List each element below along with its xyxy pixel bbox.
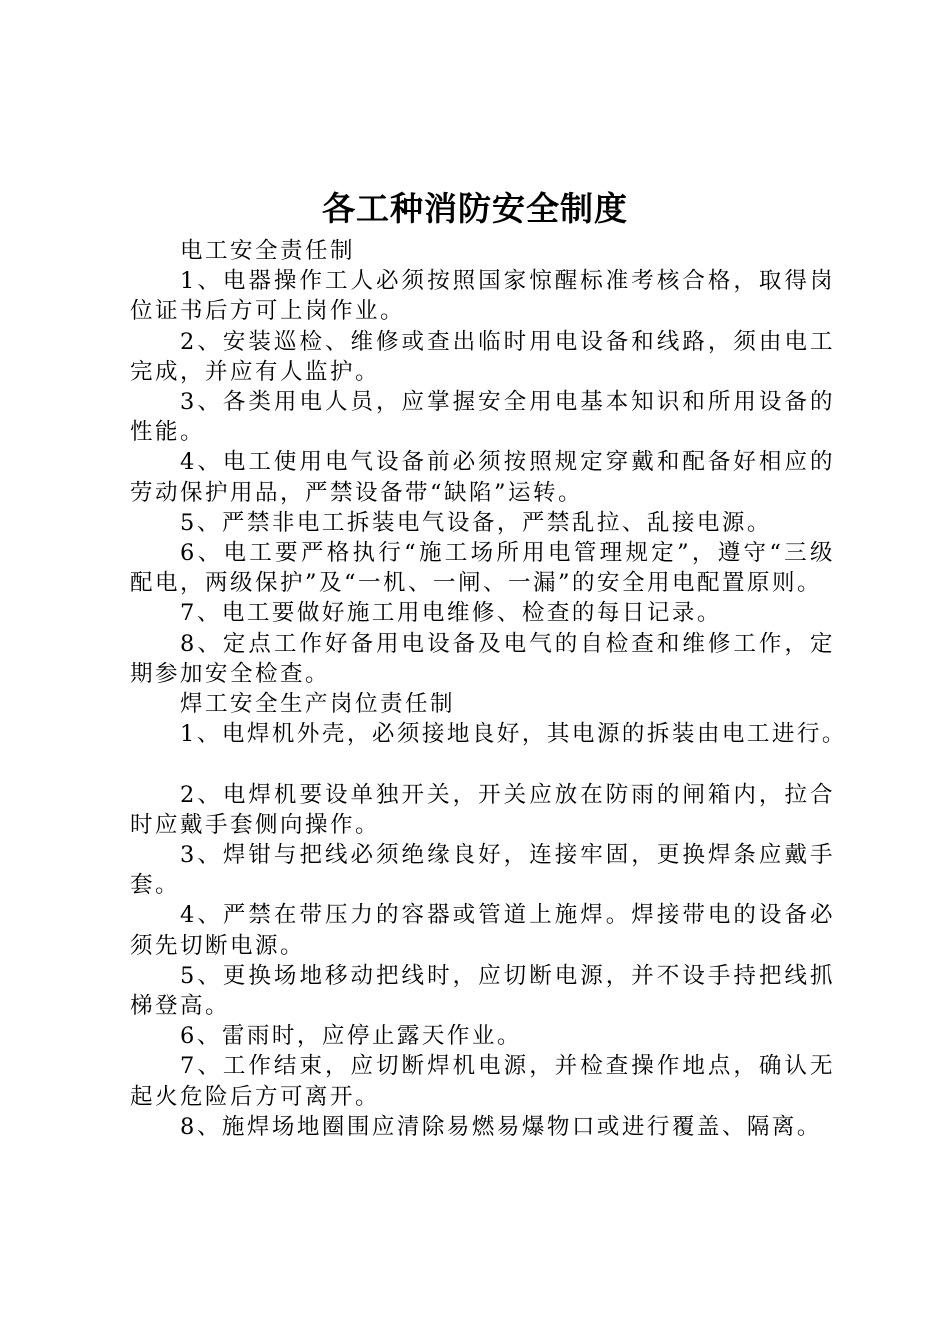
electrician-item-1: 1、电器操作工人必须按照国家惊醒标准考核合格，取得岗位证书后方可上岗作业。	[130, 268, 835, 325]
document-body	[130, 236, 847, 1142]
welder-item-6: 6、雷雨时，应停止露天作业。	[180, 1023, 522, 1050]
welder-item-2: 2、电焊机要设单独开关，开关应放在防雨的闸箱内，拉合时应戴手套侧向操作。	[130, 781, 835, 838]
document-title: 各工种消防安全制度	[322, 189, 628, 228]
welder-item-7: 7、工作结束，应切断焊机电源，并检查操作地点，确认无起火危险后方可离开。	[130, 1053, 835, 1110]
welder-item-3: 3、焊钳与把线必须绝缘良好，连接牢固，更换焊条应戴手套。	[130, 842, 835, 899]
section-heading-welder: 焊工安全生产岗位责任制	[180, 691, 456, 718]
electrician-item-6: 6、电工要严格执行“施工场所用电管理规定”，遵守“三级配电，两级保护”及“一机、一闸、一漏”的安全用电配置原则。	[130, 540, 835, 597]
welder-item-5: 5、更换场地移动把线时，应切断电源，并不设手持把线抓梯登高。	[130, 962, 835, 1020]
electrician-item-8: 8、定点工作好备用电设备及电气的自检查和维修工作，定期参加安全检查。	[130, 630, 835, 687]
welder-item-4: 4、严禁在带压力的容器或管道上施焊。焊接带电的设备必须先切断电源。	[130, 902, 835, 959]
electrician-item-3: 3、各类用电人员，应掌握安全用电基本知识和所用设备的性能。	[130, 389, 835, 446]
welder-item-1: 1、电焊机外壳，必须接地良好，其电源的拆装由电工进行。	[180, 721, 847, 748]
electrician-item-7: 7、电工要做好施工用电维修、检查的每日记录。	[180, 600, 722, 627]
section-heading-electrician: 电工安全责任制	[180, 238, 356, 264]
electrician-item-2: 2、安装巡检、维修或查出临时用电设备和线路，须由电工完成，并应有人监护。	[130, 328, 835, 385]
blank-line	[130, 749, 835, 779]
electrician-item-5: 5、严禁非电工拆装电气设备，严禁乱拉、乱接电源。	[180, 509, 772, 536]
electrician-item-4: 4、电工使用电气设备前必须按照规定穿戴和配备好相应的劳动保护用品，严禁设备带“缺陷”运转。	[130, 449, 835, 506]
welder-item-8: 8、施焊场地圈围应清除易燃易爆物口或进行覆盖、隔离。	[180, 1113, 822, 1140]
